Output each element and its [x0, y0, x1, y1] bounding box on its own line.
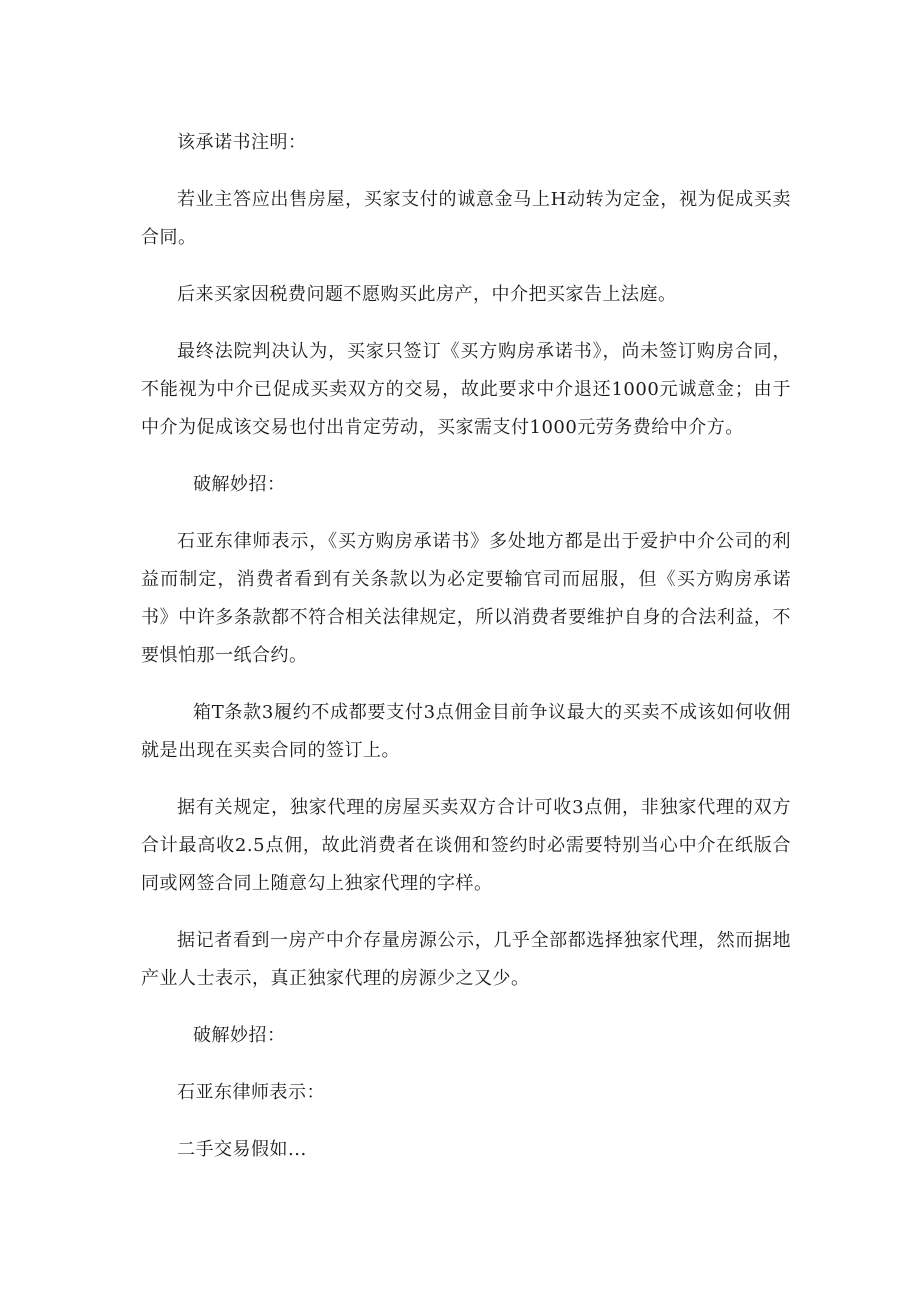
paragraph-court-ruling: 最终法院判决认为，买家只签订《买方购房承诺书》，尚未签订购房合同，不能视为中介已促成买卖双方的交易，故此要求中介退还1000元诚意金；由于中介为促成该交易也付出肯定劳动，买家需支付1000元劳务费给中介方。 [141, 341, 791, 438]
paragraph-deposit-clause: 若业主答应出售房屋，买家支付的诚意金马上H动转为定金，视为促成买卖合同。 [141, 189, 791, 248]
section-heading-tips-1: 破解妙招： [193, 474, 286, 495]
paragraph-exclusive-agency: 据记者看到一房产中介存量房源公示，几乎全部都选择独家代理，然而据地产业人士表示，真正独家代理的房源少之又少。 [141, 930, 791, 989]
document-body [141, 124, 791, 1188]
paragraph-lawyer-statement: 石亚东律师表示： [177, 1082, 325, 1103]
paragraph-commission-clause: 箱T条款3履约不成都要支付3点佣金目前争议最大的买卖不成该如何收佣就是出现在买卖合同的签订上。 [141, 702, 791, 761]
section-heading-tips-2: 破解妙招： [193, 1025, 286, 1046]
paragraph-notice-intro: 该承诺书注明： [177, 132, 307, 153]
paragraph-commission-rules: 据有关规定，独家代理的房屋买卖双方合计可收3点佣，非独家代理的双方合计最高收2.5点佣，故此消费者在谈佣和签约时必需要特别当心中介在纸版合同或网签合同上随意勾上独家代理的字样。 [141, 797, 791, 894]
paragraph-lawyer-opinion: 石亚东律师表示，《买方购房承诺书》多处地方都是出于爱护中介公司的利益而制定，消费者看到有关条款以为必定要输官司而屈服，但《买方购房承诺书》中许多条款都不符合相关法律规定，所以消费者要维护自身的合法利益，不要惧怕那一纸合约。 [141, 531, 791, 666]
paragraph-lawsuit: 后来买家因税费问题不愿购买此房产，中介把买家告上法庭。 [177, 284, 677, 305]
paragraph-truncated: 二手交易假如... [177, 1139, 307, 1160]
